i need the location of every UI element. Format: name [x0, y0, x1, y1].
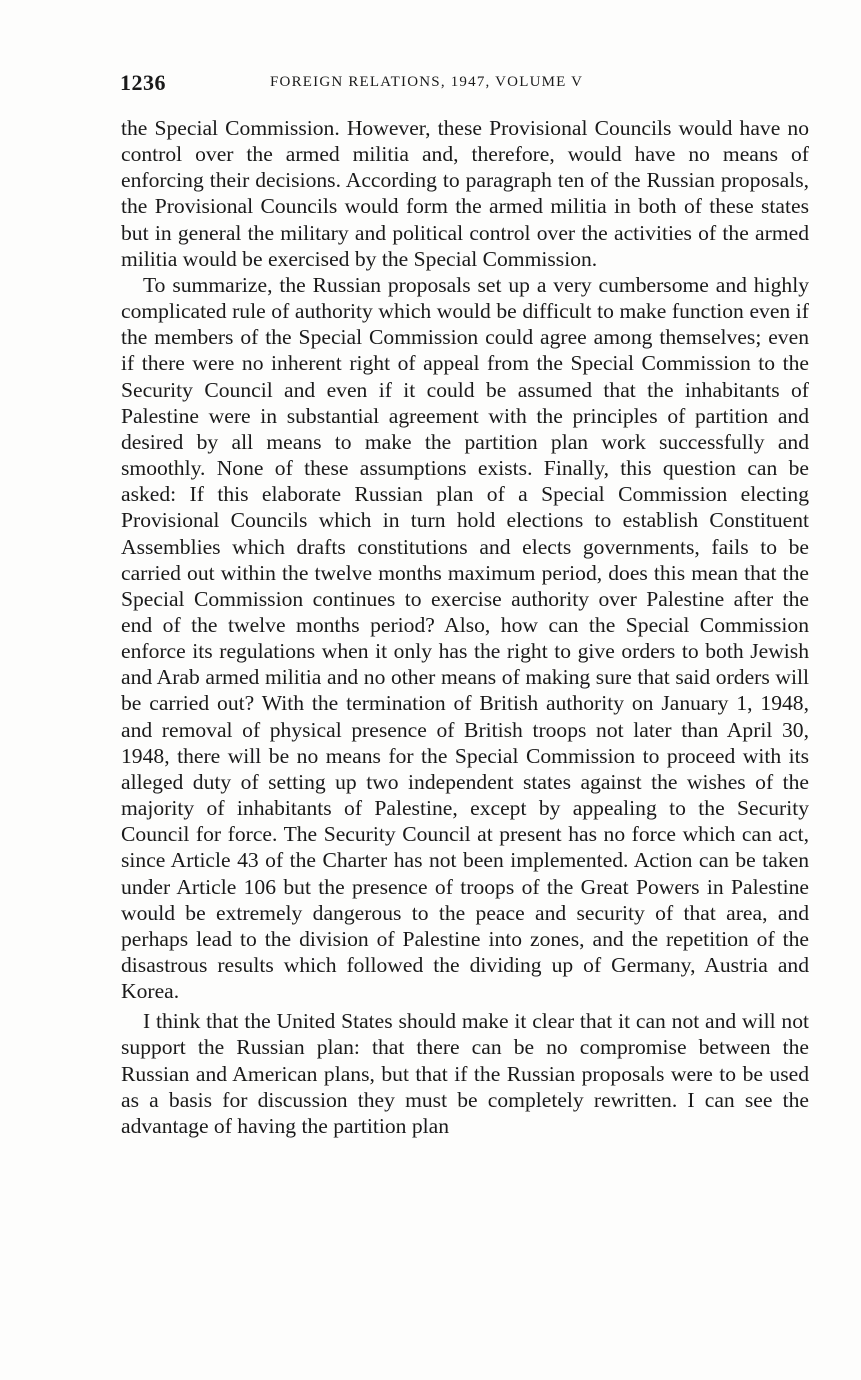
paragraph-summary: To summarize, the Russian proposals set up a very cumbersome and highly complicated rule of authority which would be difficult to make function even if the members of the Special Commission could agree among themselves; even if there were no inherent right of appeal from the Special Commission to the Security Council and even if it could be assumed that the inhabitants of Palestine were in substantial agreement with the principles of partition and desired by all means to make the partition plan work successfully and smoothly. None of these assumptions exists. Finally, this question can be asked: If this elaborate Russian plan of a Special Commission electing Provisional Councils which in turn hold elections to establish Constituent Assemblies which drafts constitutions and elects governments, fails to be carried out within the twelve months maximum period, does this mean that the Special Commission continues to exercise authority over Palestine after the end of the twelve months period? Also, how can the Special Commission enforce its regulations when it only has the right to give orders to both Jewish and Arab armed militia and no other means of making sure that said orders will be carried out? With the termination of British authority on January 1, 1948, and removal of physical presence of British troops not later than April 30, 1948, there will be no means for the Special Commission to proceed with its alleged duty of setting up two independent states against the wishes of the majority of inhabitants of Palestine, except by appealing to the Security Council for force. The Security Council at present has no force which can act, since Article 43 of the Charter has not been implemented. Action can be taken under Article 106 but the presence of troops of the Great Powers in Palestine would be extremely dangerous to the peace and security of that area, and perhaps lead to the division of Palestine into zones, and the repetition of the disastrous results which followed the dividing up of Germany, Austria and Korea.	[121, 272, 809, 1004]
page-number: 1236	[120, 70, 166, 95]
body-text	[121, 115, 809, 1139]
paragraph-continued: the Special Commission. However, these Provisional Councils would have no control over the armed militia and, therefore, would have no means of enforcing their decisions. According to paragraph ten of the Russian proposals, the Provisional Councils would form the armed militia in both of these states but in general the military and political control over the activities of the armed militia would be exercised by the Special Commission.	[121, 116, 809, 271]
paragraph-recommendation: I think that the United States should make it clear that it can not and will not support the Russian plan: that there can be no compromise between the Russian and American plans, but that if the Russian proposals were to be used as a basis for discussion they must be completely rewritten. I can see the advantage of having the partition plan	[121, 1009, 809, 1138]
running-head: FOREIGN RELATIONS, 1947, VOLUME V	[270, 74, 584, 90]
page-header	[120, 70, 810, 102]
